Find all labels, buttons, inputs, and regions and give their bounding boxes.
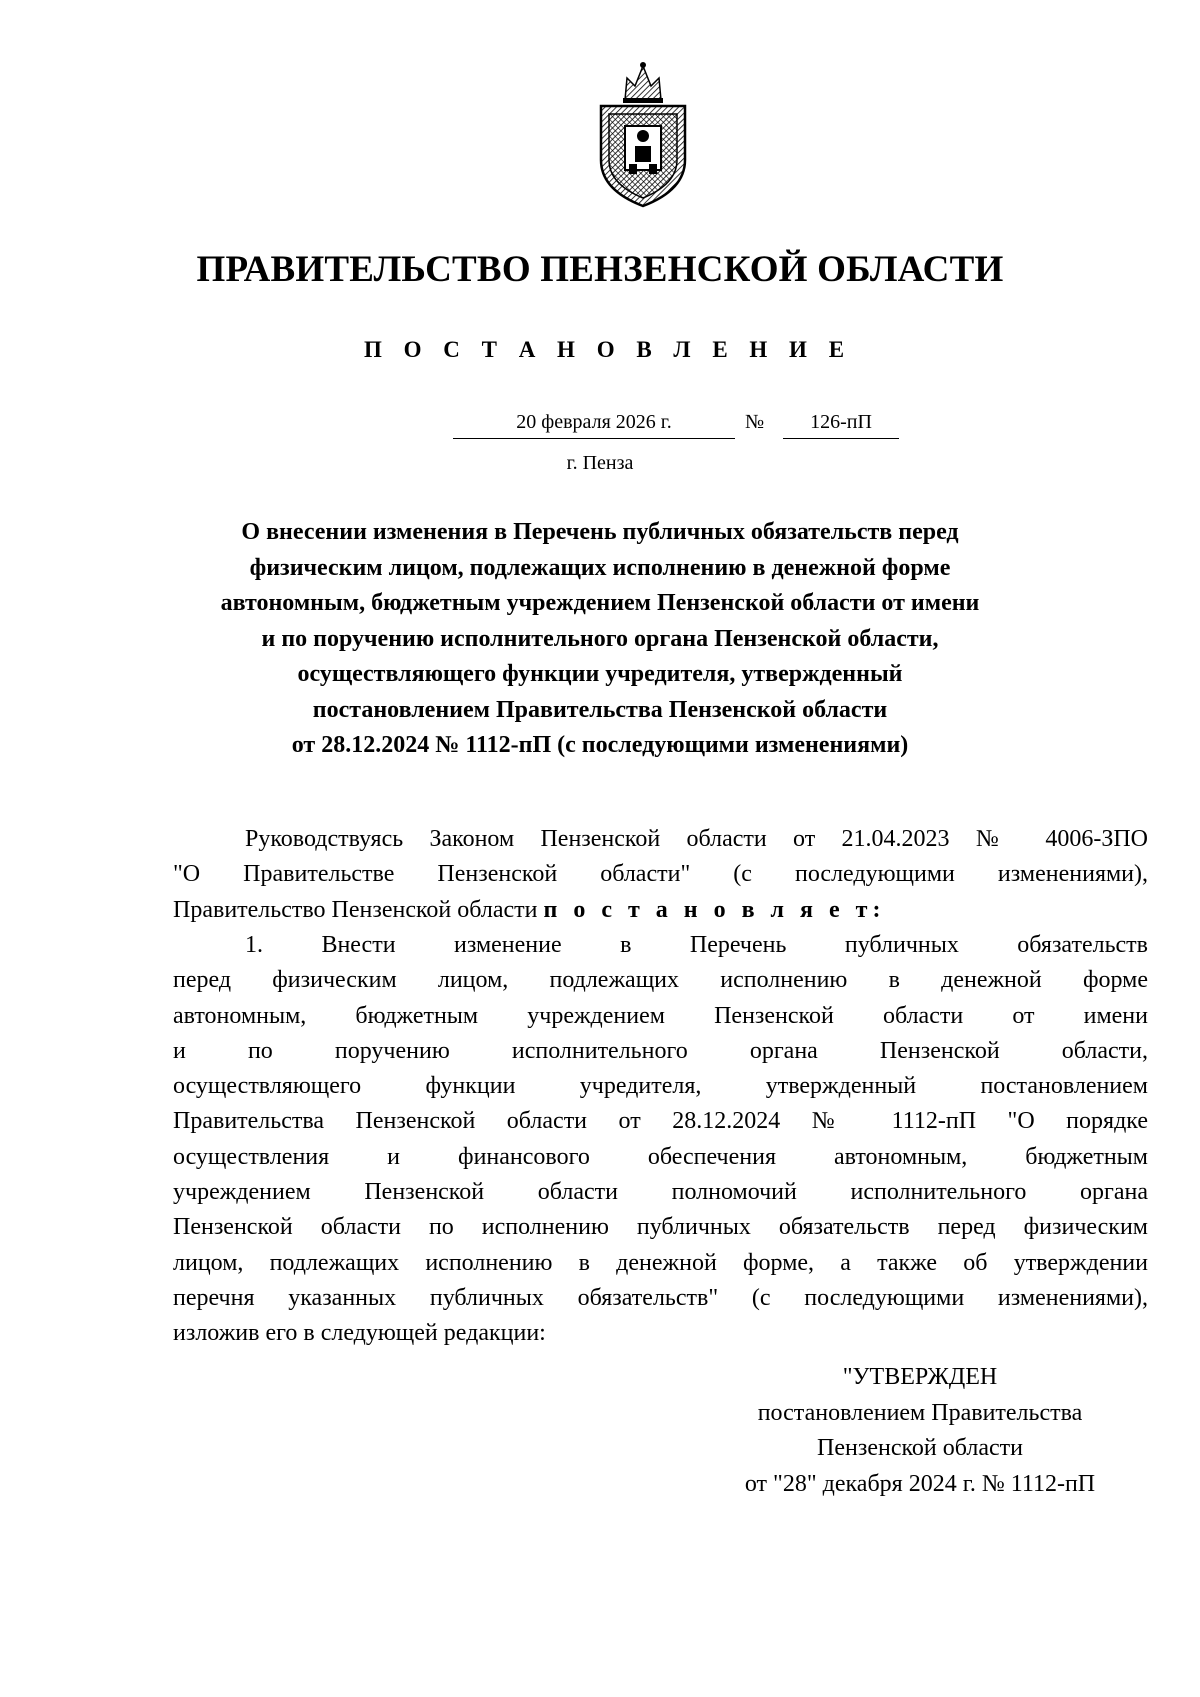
body-line: Правительства Пензенской области от 28.12.2024 № 1112-пП "О порядке bbox=[173, 1108, 1148, 1135]
subject-line: постановлением Правительства Пензенской области bbox=[312, 696, 888, 723]
body-line: перед физическим лицом, подлежащих исполнению в денежной форме bbox=[173, 967, 1148, 994]
body-line: перечня указанных публичных обязательств" (с последующими изменениями), bbox=[173, 1284, 1148, 1311]
subject-line: и по поручению исполнительного органа Пензенской области, bbox=[261, 625, 939, 652]
body-line: Руководствуясь Законом Пензенской области от 21.04.2023 № 4006-ЗПО bbox=[245, 826, 1148, 852]
subject-line: автономным, бюджетным учреждением Пензенской области от имени bbox=[220, 590, 980, 616]
organization-title: ПРАВИТЕЛЬСТВО ПЕНЗЕНСКОЙ ОБЛАСТИ bbox=[196, 249, 1004, 290]
body-line: осуществления и финансового обеспечения автономным, бюджетным bbox=[173, 1143, 1148, 1170]
approval-line: от "28" декабря 2024 г. № 1112-пП bbox=[744, 1470, 1096, 1497]
body-line: осуществляющего функции учредителя, утвержденный постановлением bbox=[173, 1073, 1148, 1100]
body-line: и по поручению исполнительного органа Пензенской области, bbox=[173, 1037, 1148, 1064]
number-sign: № bbox=[745, 411, 765, 433]
approval-line: "УТВЕРЖДЕН bbox=[842, 1364, 998, 1390]
intro-paragraph bbox=[173, 822, 1148, 928]
coat-of-arms-emblem bbox=[595, 60, 691, 210]
resolves-keyword: п о с т а н о в л я е т: bbox=[543, 896, 886, 923]
body-line: учреждением Пензенской области полномочий исполнительного органа bbox=[173, 1179, 1148, 1206]
body-line: лицом, подлежащих исполнению в денежной форме, а также об утверждении bbox=[173, 1249, 1148, 1276]
body-line: 1. Внести изменение в Перечень публичных обязательств bbox=[245, 932, 1148, 958]
document-type: П О С Т А Н О В Л Е Н И Е bbox=[363, 337, 853, 362]
government-name: Правительство Пензенской области bbox=[173, 896, 538, 923]
approval-line: Пензенской области bbox=[817, 1435, 1023, 1461]
subject-line: от 28.12.2024 № 1112-пП (с последующими изменениями) bbox=[291, 732, 909, 758]
body-line: автономным, бюджетным учреждением Пензенской области от имени bbox=[173, 1002, 1148, 1029]
subject-line: осуществляющего функции учредителя, утвержденный bbox=[297, 661, 903, 687]
document-number: 126-пП bbox=[783, 411, 899, 439]
body-line bbox=[173, 893, 1148, 928]
approval-line: постановлением Правительства bbox=[757, 1399, 1083, 1426]
approval-stamp-text bbox=[690, 1360, 1150, 1502]
document-date: 20 февраля 2026 г. bbox=[453, 411, 735, 439]
subject-line: физическим лицом, подлежащих исполнению в денежной форме bbox=[249, 554, 951, 581]
city: г. Пенза bbox=[566, 452, 634, 474]
item-1-paragraph bbox=[173, 928, 1148, 1352]
document-subject bbox=[150, 515, 1050, 764]
body-line: Пензенской области по исполнению публичных обязательств перед физическим bbox=[173, 1214, 1148, 1241]
body-line: изложив его в следующей редакции: bbox=[173, 1320, 546, 1347]
subject-line: О внесении изменения в Перечень публичных обязательств перед bbox=[241, 519, 959, 545]
body-line: "О Правительстве Пензенской области" (с последующими изменениями), bbox=[173, 861, 1148, 888]
